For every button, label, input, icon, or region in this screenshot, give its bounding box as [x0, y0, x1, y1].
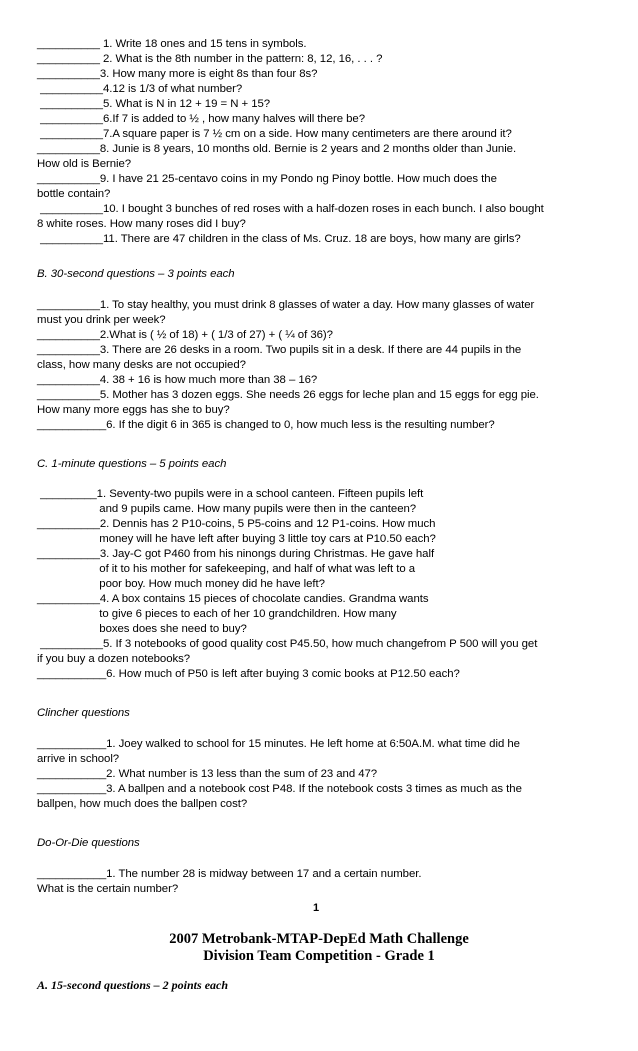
- question-line: __________2. Dennis has 2 P10-coins, 5 P5-coins and 12 P1-coins. How much: [37, 518, 436, 530]
- question-line: boxes does she need to buy?: [37, 623, 247, 635]
- question-line: __________10. I bought 3 bunches of red roses with a half-dozen roses in each bunch. I also bought: [37, 203, 544, 215]
- question-line: __________4. A box contains 15 pieces of chocolate candies. Grandma wants: [37, 593, 429, 605]
- do-or-die-heading: Do-Or-Die questions: [37, 837, 140, 849]
- question-line: if you buy a dozen notebooks?: [37, 653, 191, 665]
- question-line: _________1. Seventy-two pupils were in a school canteen. Fifteen pupils left: [37, 488, 424, 500]
- section-a-heading: A. 15-second questions – 2 points each: [37, 978, 229, 992]
- section-c-heading: C. 1-minute questions – 5 points each: [37, 458, 227, 470]
- question-line: __________4. 38 + 16 is how much more than 38 – 16?: [37, 374, 318, 386]
- question-line: __________7.A square paper is 7 ½ cm on a side. How many centimeters are there around it?: [37, 128, 512, 140]
- question-line: __________ 2. What is the 8th number in the pattern: 8, 12, 16, . . . ?: [37, 53, 383, 65]
- question-line: of it to his mother for safekeeping, and half of what was left to a: [37, 563, 416, 575]
- question-line: __________2.What is ( ½ of 18) + ( 1/3 of 27) + ( ¼ of 36)?: [37, 329, 333, 341]
- question-line: What is the certain number?: [37, 883, 179, 895]
- question-line: __________ 1. Write 18 ones and 15 tens in symbols.: [37, 38, 307, 50]
- question-line: __________4.12 is 1/3 of what number?: [37, 83, 243, 95]
- question-line: __________3. How many more is eight 8s than four 8s?: [37, 68, 318, 80]
- question-line: ___________2. What number is 13 less than the sum of 23 and 47?: [37, 768, 378, 780]
- question-line: __________3. Jay-C got P460 from his ninongs during Christmas. He gave half: [37, 548, 435, 560]
- question-line: __________5. What is N in 12 + 19 = N + 15?: [37, 98, 271, 110]
- question-line: __________5. Mother has 3 dozen eggs. She needs 26 eggs for leche plan and 15 eggs for egg pie.: [37, 389, 539, 401]
- clincher-heading: Clincher questions: [37, 707, 130, 719]
- question-line: bottle contain?: [37, 188, 111, 200]
- question-line: must you drink per week?: [37, 314, 166, 326]
- competition-subtitle: Division Team Competition - Grade 1: [203, 948, 435, 964]
- question-line: __________8. Junie is 8 years, 10 months old. Bernie is 2 years and 2 months older than Junie.: [37, 143, 517, 155]
- question-line: __________5. If 3 notebooks of good quality cost P45.50, how much changefrom P 500 will you get: [37, 638, 538, 650]
- question-line: ___________6. How much of P50 is left after buying 3 comic books at P12.50 each?: [37, 668, 460, 680]
- question-line: ballpen, how much does the ballpen cost?: [37, 798, 248, 810]
- question-line: poor boy. How much money did he have left?: [37, 578, 325, 590]
- question-line: __________3. There are 26 desks in a room. Two pupils sit in a desk. If there are 44 pupils in the: [37, 344, 522, 356]
- question-line: How many more eggs has she to buy?: [37, 404, 230, 416]
- question-line: class, how many desks are not occupied?: [37, 359, 246, 371]
- question-line: How old is Bernie?: [37, 158, 132, 170]
- question-line: ___________1. The number 28 is midway between 17 and a certain number.: [37, 868, 422, 880]
- question-line: to give 6 pieces to each of her 10 grandchildren. How many: [37, 608, 397, 620]
- question-line: ___________1. Joey walked to school for 15 minutes. He left home at 6:50A.M. what time did he: [37, 738, 520, 750]
- question-line: arrive in school?: [37, 753, 120, 765]
- question-line: __________1. To stay healthy, you must drink 8 glasses of water a day. How many glasses of water: [37, 299, 535, 311]
- question-line: money will he have left after buying 3 little toy cars at P10.50 each?: [37, 533, 436, 545]
- question-line: __________6.If 7 is added to ½ , how many halves will there be?: [37, 113, 365, 125]
- question-line: ___________6. If the digit 6 in 365 is changed to 0, how much less is the resulting number?: [37, 419, 495, 431]
- question-line: ___________3. A ballpen and a notebook cost P48. If the notebook costs 3 times as much as the: [37, 783, 522, 795]
- question-line: 8 white roses. How many roses did I buy?: [37, 218, 246, 230]
- question-line: __________9. I have 21 25-centavo coins in my Pondo ng Pinoy bottle. How much does the: [37, 173, 497, 185]
- question-line: __________11. There are 47 children in the class of Ms. Cruz. 18 are boys, how many are girls?: [37, 233, 521, 245]
- page-number: 1: [313, 902, 320, 914]
- question-line: and 9 pupils came. How many pupils were then in the canteen?: [37, 503, 417, 515]
- section-b-heading: B. 30-second questions – 3 points each: [37, 268, 235, 280]
- competition-title: 2007 Metrobank-MTAP-DepEd Math Challenge: [169, 931, 469, 947]
